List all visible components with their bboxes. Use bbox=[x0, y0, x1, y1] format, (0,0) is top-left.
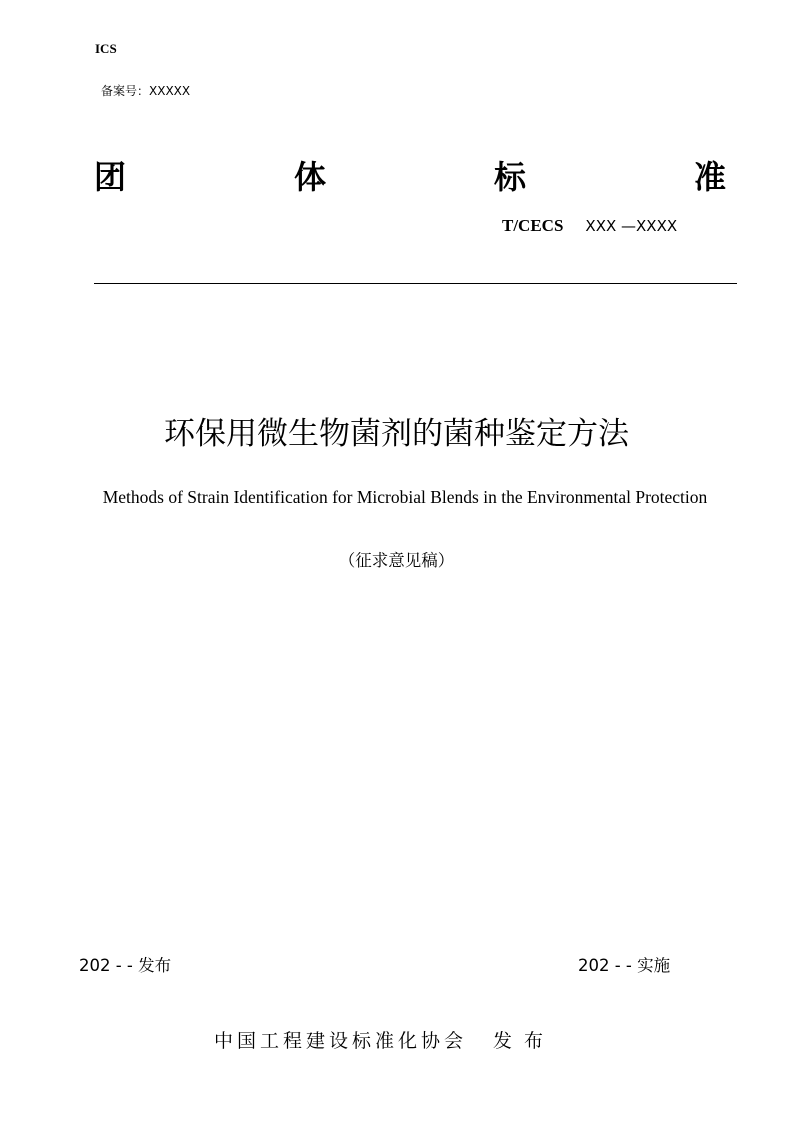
issue-date: 202 - - 发布 bbox=[79, 956, 172, 975]
document-title-en: Methods of Strain Identification for Microbial Blends in the Environmental Protection bbox=[102, 487, 708, 507]
standard-type-char: 准 bbox=[693, 158, 726, 196]
ics-label: ICS bbox=[95, 41, 117, 56]
record-number: 备案号：XXXXX bbox=[101, 84, 191, 98]
standard-code-number: XXX —XXXX bbox=[585, 217, 678, 235]
standard-code-prefix: T/CECS bbox=[502, 216, 564, 235]
publisher-organization: 中国工程建设标准化协会 bbox=[214, 1030, 468, 1052]
standard-type-char: 体 bbox=[293, 158, 326, 196]
standard-code bbox=[502, 216, 677, 236]
document-title-cn: 环保用微生物菌剂的菌种鉴定方法 bbox=[164, 416, 629, 452]
standard-type-heading bbox=[94, 152, 726, 198]
header-divider bbox=[94, 283, 737, 284]
publisher-line bbox=[214, 1026, 555, 1053]
publisher-action: 发布 bbox=[493, 1030, 556, 1052]
implement-date: 202 - - 实施 bbox=[578, 956, 671, 975]
standard-type-char: 标 bbox=[493, 158, 526, 196]
standard-type-char: 团 bbox=[94, 158, 127, 196]
draft-note: （征求意见稿） bbox=[338, 551, 455, 570]
